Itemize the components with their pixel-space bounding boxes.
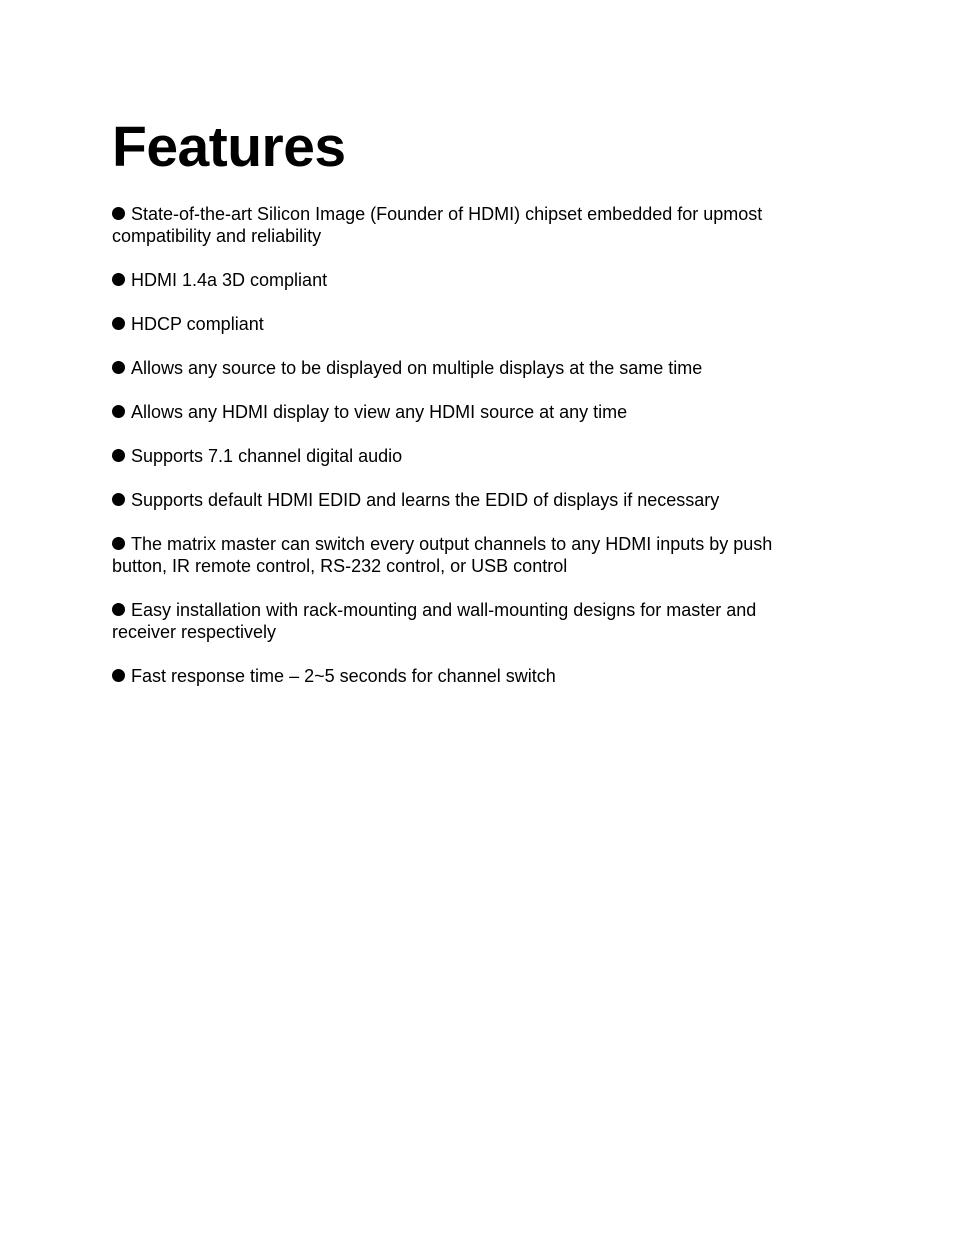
bullet-icon: [112, 603, 125, 616]
feature-text: Supports default HDMI EDID and learns the EDID of displays if necessary: [131, 490, 720, 510]
feature-item: [112, 203, 812, 247]
feature-item: [112, 401, 812, 423]
feature-item: [112, 313, 812, 335]
feature-text: HDCP compliant: [131, 314, 264, 334]
feature-text: The matrix master can switch every output channels to any HDMI inputs by push button, IR remote control, RS-232 control, or USB control: [112, 534, 773, 576]
feature-item: [112, 599, 812, 643]
feature-text: State-of-the-art Silicon Image (Founder of HDMI) chipset embedded for upmost compatibility and reliability: [112, 204, 763, 246]
feature-text: Allows any HDMI display to view any HDMI source at any time: [131, 402, 628, 422]
bullet-icon: [112, 317, 125, 330]
page-title: Features: [112, 115, 346, 179]
feature-item: [112, 445, 812, 467]
document-page: [112, 112, 812, 709]
feature-text: Allows any source to be displayed on multiple displays at the same time: [131, 358, 703, 378]
feature-item: [112, 489, 812, 511]
bullet-icon: [112, 449, 125, 462]
feature-text: Fast response time – 2~5 seconds for channel switch: [131, 666, 556, 686]
bullet-icon: [112, 669, 125, 682]
bullet-icon: [112, 273, 125, 286]
feature-item: [112, 533, 812, 577]
bullet-icon: [112, 361, 125, 374]
bullet-icon: [112, 405, 125, 418]
bullet-icon: [112, 537, 125, 550]
feature-text: Supports 7.1 channel digital audio: [131, 446, 403, 466]
feature-item: [112, 357, 812, 379]
feature-item: [112, 665, 812, 687]
bullet-icon: [112, 207, 125, 220]
bullet-icon: [112, 493, 125, 506]
feature-text: HDMI 1.4a 3D compliant: [131, 270, 328, 290]
feature-text: Easy installation with rack-mounting and wall-mounting designs for master and receiver respectively: [112, 600, 757, 642]
feature-list: [112, 203, 812, 687]
feature-item: [112, 269, 812, 291]
